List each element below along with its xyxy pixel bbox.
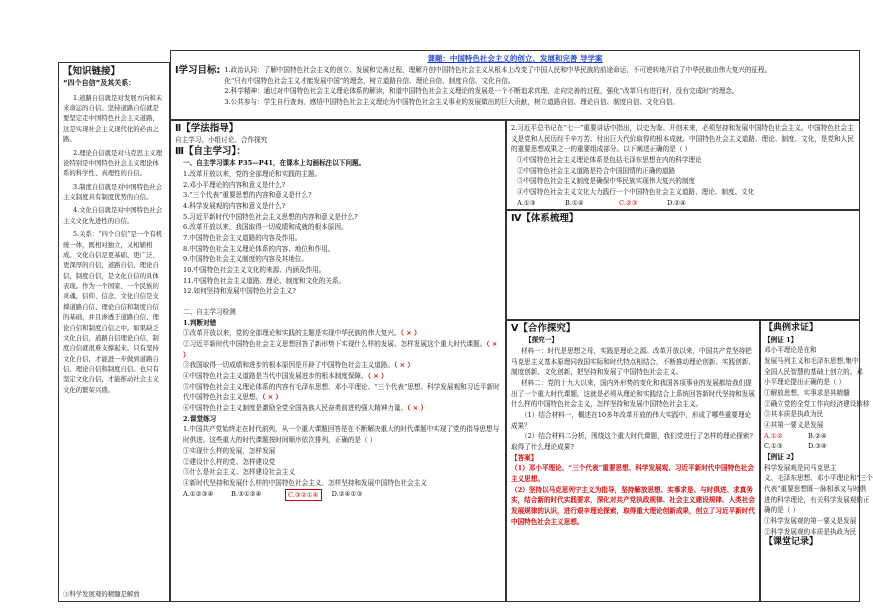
study-question: 12.如何坚持和发展中国特色社会主义? (183, 287, 296, 296)
knowledge-link-title: 【知识链接】 (63, 66, 121, 77)
judge-mark: （ × ） (183, 340, 498, 359)
material-two: 材料二：党的十九大以来，国内外形势的变化和我国各项事业的发展都给我们提出了一个重大时代课题，这就是必须从理论和实践结合上系统回答新时代坚持和发展什么样的中国特色社会主义，怎样坚持和发展中国特色社会主义。 (511, 379, 755, 409)
study-question: 6.改革开放以来，我国取得一切成绩和成就的根本原因。 (183, 223, 348, 232)
example-heading: 【典例求证】 (764, 323, 819, 333)
judge-mark: （ × ） (394, 361, 415, 370)
judge-item (183, 371, 501, 382)
q2-option-b: B.①④ (565, 198, 584, 207)
judge-item (183, 403, 501, 414)
example-panel (760, 320, 873, 602)
example2-body (764, 463, 873, 538)
judge-text: ①改革开放以来，党的全部理论和实践的主题是实现中华民族的伟大复兴。 (183, 329, 401, 338)
option-c: C.③②①④ (285, 489, 322, 502)
q2-item: ②中国特色社会主义道路是符合中国国情的正确的道路 (517, 166, 676, 175)
system-panel (506, 210, 860, 320)
course-title: 课题：中国特色社会主义的创立、发展和完善 导学案 (427, 54, 603, 63)
example2-line: ②科学发展观的本质是执政为民 (764, 527, 857, 536)
example1-line: 发展马列主义和毛泽东思想,集中 (764, 357, 859, 366)
practice-title: 2.课堂练习 (183, 414, 217, 423)
example2-line: 科学发展观是同马克思主 (764, 463, 837, 472)
example1-line: ③其本质是执政为民 (764, 410, 824, 419)
knowledge-paragraph: 5.关系：“四个自信”是一个有机统一体，既相对独立，又相辅相成。文化自信是更基础、更广泛、更深厚的自信，道路自信、理论自信、制度自信，是文化自信的具体表现。作为一个国家、一个民族的灵魂，信仰、信念，文化自信是支撑道路自信、理论自信和制度自信的基础，并且渗透于道路自信、理论自信和制度自信之中。如果缺乏文化自信，道路自信理论自信，制度自信就很难支撑起来。只有坚持文化自信，才能进一步做到道路自信、理论自信和制度自信。也只有坚定文化自信，才能推动社会主义文化的繁荣兴盛。 (63, 230, 163, 394)
study-question: 3.“三个代表”重要思想的内容和意义是什么? (183, 191, 312, 200)
goals-heading: Ⅰ学习目标: (175, 65, 221, 77)
study-question: 10.中国特色社会主义文化的来源、内涵及作用。 (183, 266, 326, 275)
system-heading: Ⅳ【体系梳理】 (511, 213, 579, 224)
study-question: 1.改革开放以来，党的全部理论和实践的主题。 (183, 170, 322, 179)
example1-options (764, 431, 856, 452)
cooperation-panel (506, 320, 760, 602)
goal-political: 1.政治认同：了解中国特色社会主义的创立、发展和完善过程，理解开创中国特色社会主义从根本上改变了中国人民和中华民族的前途命运，不可逆转地开启了中华民族由伟大复兴的征程。 (224, 66, 772, 75)
knowledge-link-panel (58, 62, 170, 602)
q2-option-a: A.①③ (517, 198, 536, 207)
question-one: （1）结合材料一，概述在10多年改革开放的伟大实践中，形成了哪些重要理论成果？ (511, 411, 752, 430)
judge-item (183, 382, 501, 403)
example1-line: ②确立党的全党工作向经济建设转移 (764, 399, 870, 408)
q2-stem: 2.习近平总书记在“七一”重要讲话中指出，以史为鉴、开创未来，必须坚持和发展中国特色社会主义。中国特色社会主义是党和人民历经千辛万苦、付出巨大代价取得的根本成就。中国特色社会主义道路、理论、制度、文化，是党和人民的重要思想成果之一的重要组成部分。以下阐述正确的是（ ） (511, 124, 854, 154)
method-text: 自主学习、小组讨论、合作探究 (175, 136, 268, 145)
ex1-option-b: B.②④ (808, 431, 827, 440)
judge-item (183, 360, 501, 371)
ex1-option-d: D.③④ (808, 442, 827, 451)
ex1-option-c: C.①③ (764, 442, 783, 451)
example1-line: ①解放思想，实事求是其精髓 (764, 389, 850, 398)
judge-mark: （ × ） (407, 404, 428, 413)
self-study-panel (170, 120, 506, 602)
judge-text: ⑥中国特色社会主义制度是激励全党全国各族人民奋勇前进的强大精神力量。 (183, 404, 408, 413)
study-question: 5.习近平新时代中国特色社会主义思想的内容和意义是什么? (183, 212, 358, 221)
example2-line: 义、毛泽东思想、邓小平理论和“三个 (764, 474, 873, 483)
example1-line: 全国人民智慧的基础上创立的。邓 (764, 367, 863, 376)
judge-list (175, 328, 501, 413)
practice-stem: 1.中国共产党始终走在时代前列，从一个重大课题回答是在不断解决重大的时代课题中实现了党的指导思想与时俱进。这些重大的时代课题按时间顺序依次排列，正确的是（ ） (183, 425, 500, 445)
q2-item: ①中国特色社会主义理论体系是包括毛泽东思想在内的科学理论 (517, 156, 702, 165)
judge-item (183, 339, 501, 360)
judge-text: ④中国特色社会主义道路是当代中国发展进步的根本制度保障。 (183, 372, 368, 381)
study-question: 8.中国特色社会主义理论体系的内容、地位和作用。 (183, 244, 335, 253)
judge-mark: （ × ） (367, 372, 388, 381)
q2-options (511, 198, 855, 209)
method-heading: Ⅱ【学法指导】 (175, 123, 239, 134)
example1-label: 【例证 1】 (764, 335, 798, 344)
option-b: B.③①②④ (231, 489, 262, 498)
self-study-step1: 一、自主学习课本 P35—P41，在课本上勾画标注以下问题。 (183, 159, 366, 168)
ex1-option-a: A.①② (764, 431, 783, 440)
knowledge-paragraph: 2.理论自信就是对马克思主义理论特别是中国特色社会主义理论体系的科学性、真理性的自信。 (63, 148, 163, 178)
judge-text: ⑤中国特色社会主义理论体系的内容有毛泽东思想、邓小平理论、“三个代表”思想、科学发展观和习近平新时代中国特色社会主义思想。 (183, 382, 500, 402)
example2-line: 代表”重要思想既一脉相承又与时俱 (764, 485, 867, 494)
knowledge-link-footer: ③科学发展观的精髓是解放 (63, 589, 140, 598)
study-question: 4.科学发展观的内容和意义是什么? (183, 202, 286, 211)
goal-science: 2.科学精神：通过对中国特色社会主义理论体系的解读，和道中国特色社会主义理论的发展是一个不断追求真理、走向完善的过程，强化“改革只有进行时，没有完成时”的理念。 (224, 87, 739, 96)
example2-line: 进的科学理论，有关科学发展观的正 (764, 495, 870, 504)
knowledge-paragraph: 1.道路自信就是对发展方向和未来命运的自信。坚持道路自信就是要坚定走中国特色社会主义道路，这是实现社会主义现代化的必由之路。 (63, 93, 163, 144)
example1-line: ④其第一要义是发展 (764, 421, 824, 430)
practice-item: ④新时代坚持和发展什么样的中国特色社会主义、怎样坚持和发展中国特色社会主义 (183, 478, 427, 487)
self-study-step2: 二、自主学习检测 (183, 308, 236, 317)
judge-mark: （ × ） (400, 329, 421, 338)
practice-items (175, 446, 501, 489)
record-heading: 【课堂记录】 (764, 537, 819, 548)
knowledge-link-subtitle: “四个自信”及其关系： (63, 79, 136, 88)
practice-options (175, 489, 501, 502)
q2-option-d: D.②④ (667, 198, 686, 207)
example2-line: ①科学发展观的第一要义是发展 (764, 517, 857, 526)
goal-participation: 3.公共参与：学生自行查询，感悟中国特色社会主义理论为中国特色社会主义事业的发展做出的巨大贡献，树立道路自信、理论自信、制度自信、文化自信。 (224, 98, 680, 107)
answer-two: （2）坚持以马克思列宁主义为指导，坚持解放思想、实事求是、与时俱进、求真务实，结合新的时代实践要求，深化对共产党执政规律、社会主义建设规律、人类社会发展规律的认识，进行艰辛理论探索，取得重大理论创新成果，创立了习近平新时代中国特色社会主义思想。 (511, 485, 755, 526)
judge-item (183, 328, 501, 339)
q2-option-c: C.②③ (619, 198, 638, 207)
example2-label: 【例证 2】 (764, 453, 798, 462)
example1-body (764, 345, 870, 430)
knowledge-paragraph: 4.文化自信就是对中国特色社会主义文化先进性的自信。 (63, 206, 163, 225)
example1-line: 小平理论提出正确的是（ ） (764, 378, 846, 387)
explore-title: 【探究一】 (525, 336, 558, 345)
learning-goals-panel (170, 50, 860, 120)
knowledge-link-body (63, 93, 165, 396)
practice-item: ①实现什么样的发展，怎样发展 (183, 446, 276, 455)
example2-line: 确的是（ ） (764, 506, 800, 515)
study-question: 2.邓小平理论的内容和意义是什么? (183, 180, 286, 189)
q2-item: ④中国特色社会主义文化大力践行一个中国特色社会主义道路、理论、制度、文化 (517, 188, 755, 197)
example1-line: 邓小平理论是在和 (764, 346, 817, 355)
option-a: A.①②③④ (183, 489, 214, 498)
q2-item: ③中国特色社会主义制度是确保中华民族实现伟大复兴的制度 (517, 177, 696, 186)
self-study-heading: Ⅲ【自主学习】： (175, 146, 246, 158)
practice-item: ③什么是社会主义、怎样建设社会主义 (183, 468, 296, 477)
study-question: 7.中国特色社会主义道路的内容及作用。 (183, 234, 302, 243)
coop-heading: Ⅴ【合作探究】 (511, 323, 576, 334)
answer-one: （1）邓小平理论、“三个代表”重要思想、科学发展观、习近平新时代中国特色社会主义思想。 (511, 464, 754, 484)
judge-text: ③我国取得一切成绩和进步的根本原因是开辟了中国特色社会主义道路。 (183, 361, 394, 370)
question-list (175, 169, 501, 297)
judge-title: 1.判断对错 (183, 318, 217, 327)
material-one: 材料一：时代是思想之母，实践是理论之源。改革开放以来，中国共产党坚持把马克思主义基本原理同我国实际和时代特点相结合，不断推动理论创新、实践创新、制度创新、文化创新，把坚持和发展了中国特色社会主义。 (511, 347, 755, 377)
q2-items (511, 155, 855, 198)
goal-political-cont: 化“只有中国特色社会主义才能发展中国”的理念，树立道路自信、理论自信、制度自信、文化自信。 (224, 76, 515, 85)
option-d: D.②④①③ (331, 489, 363, 498)
study-question: 11.中国特色社会主义道路、理论、制度和文化的关系。 (183, 276, 346, 285)
answer-title: 【答案】 (511, 453, 538, 462)
knowledge-paragraph: 3.制度自信就是对中国特色社会主义制度具有制度优势的自信。 (63, 182, 163, 202)
judge-text: ②习近平新时代中国特色社会主义思想回答了新形势下实现什么样的发展、怎样发展这个重大时代课题。 (183, 340, 487, 349)
question-two: （2）结合材料二分析，围绕这个重大时代课题，我们党进行了怎样的理论探索?取得了什么理论成果? (511, 432, 753, 452)
judge-mark: （ × ） (262, 393, 283, 402)
study-question: 9.中国特色社会主义制度的内容及其地位。 (183, 255, 308, 264)
question2-panel (506, 120, 860, 210)
practice-item: ②建设什么样的党、怎样建设党 (183, 457, 276, 466)
